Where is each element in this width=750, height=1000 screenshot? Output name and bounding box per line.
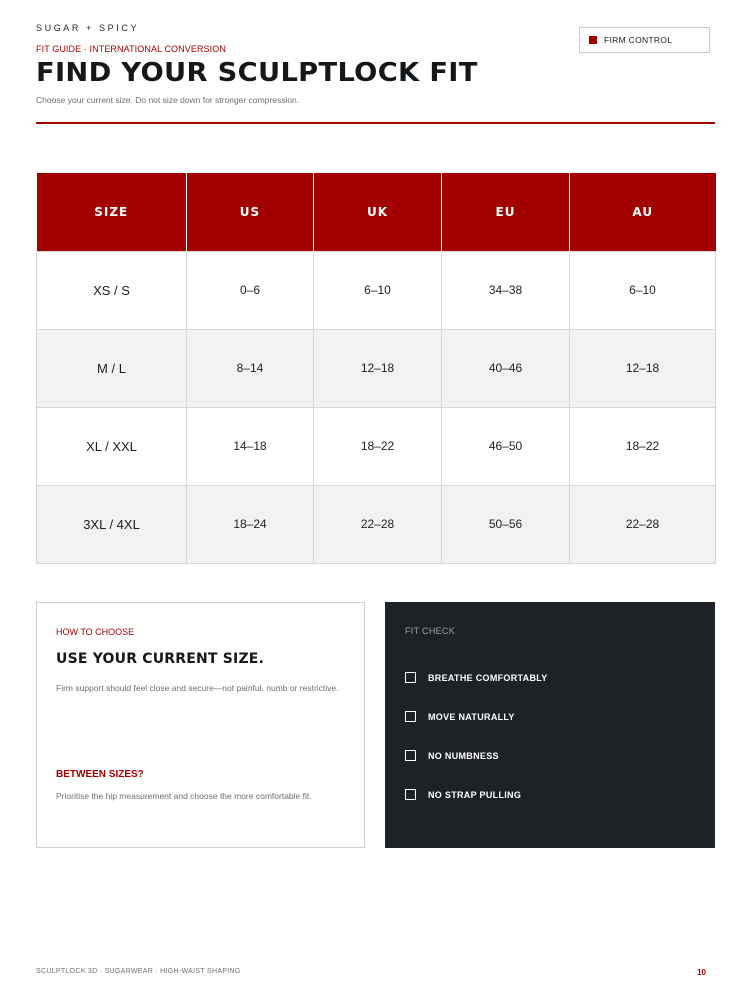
column-header-au: AU [570, 173, 716, 251]
fit-check-list [405, 658, 548, 814]
brand-name: SUGAR + SPICY [36, 23, 140, 33]
au-cell: 22–28 [570, 485, 716, 563]
fit-check-label: FIT CHECK [405, 626, 456, 636]
us-cell: 8–14 [187, 329, 314, 407]
au-cell: 6–10 [570, 251, 716, 329]
eu-cell: 50–56 [442, 485, 570, 563]
page-number: 10 [697, 968, 706, 977]
how-to-choose-text: Firm support should feel close and secure—not painful, numb or restrictive. [56, 683, 339, 693]
firm-control-badge [579, 27, 710, 53]
uk-cell: 18–22 [314, 407, 442, 485]
us-cell: 18–24 [187, 485, 314, 563]
size-conversion-table [36, 173, 716, 564]
au-cell: 12–18 [570, 329, 716, 407]
table-row [37, 485, 716, 563]
uk-cell: 6–10 [314, 251, 442, 329]
fit-check-panel [385, 602, 715, 848]
column-header-size: SIZE [37, 173, 187, 251]
size-cell: XS / S [37, 251, 187, 329]
table-header-row [37, 173, 716, 251]
checkbox-icon[interactable] [405, 789, 416, 800]
footer-text: SCULPTLOCK 3D · SUGARWEAR · HIGH-WAIST SHAPING [36, 968, 241, 975]
table-row [37, 251, 716, 329]
table-row [37, 329, 716, 407]
badge-label: FIRM CONTROL [604, 35, 673, 45]
page-subtitle: Choose your current size. Do not size down for stronger compression. [36, 95, 300, 105]
uk-cell: 12–18 [314, 329, 442, 407]
size-cell: XL / XXL [37, 407, 187, 485]
size-cell: 3XL / 4XL [37, 485, 187, 563]
table-row [37, 407, 716, 485]
fit-check-item[interactable] [405, 697, 548, 736]
title-divider [36, 122, 715, 124]
square-icon [589, 36, 597, 44]
eu-cell: 40–46 [442, 329, 570, 407]
checkbox-icon[interactable] [405, 672, 416, 683]
fit-check-item[interactable] [405, 775, 548, 814]
eu-cell: 46–50 [442, 407, 570, 485]
fit-check-item[interactable] [405, 736, 548, 775]
column-header-uk: UK [314, 173, 442, 251]
between-sizes-heading: BETWEEN SIZES? [56, 769, 144, 780]
au-cell: 18–22 [570, 407, 716, 485]
fit-check-item-label: NO STRAP PULLING [428, 789, 522, 800]
column-header-us: US [187, 173, 314, 251]
checkbox-icon[interactable] [405, 711, 416, 722]
page-title: FIND YOUR SCULPTLOCK FIT [36, 58, 478, 88]
between-sizes-text: Prioritise the hip measurement and choose the more comfortable fit. [56, 791, 312, 801]
column-header-eu: EU [442, 173, 570, 251]
fit-check-item-label: NO NUMBNESS [428, 750, 499, 761]
how-to-choose-label: HOW TO CHOOSE [56, 627, 135, 637]
how-to-choose-heading: USE YOUR CURRENT SIZE. [56, 651, 265, 667]
eu-cell: 34–38 [442, 251, 570, 329]
checkbox-icon[interactable] [405, 750, 416, 761]
us-cell: 14–18 [187, 407, 314, 485]
size-cell: M / L [37, 329, 187, 407]
us-cell: 0–6 [187, 251, 314, 329]
section-kicker: FIT GUIDE · INTERNATIONAL CONVERSION [36, 44, 226, 54]
fit-check-item-label: BREATHE COMFORTABLY [428, 672, 548, 683]
fit-check-item-label: MOVE NATURALLY [428, 711, 515, 722]
uk-cell: 22–28 [314, 485, 442, 563]
how-to-choose-card [36, 602, 365, 848]
fit-check-item[interactable] [405, 658, 548, 697]
